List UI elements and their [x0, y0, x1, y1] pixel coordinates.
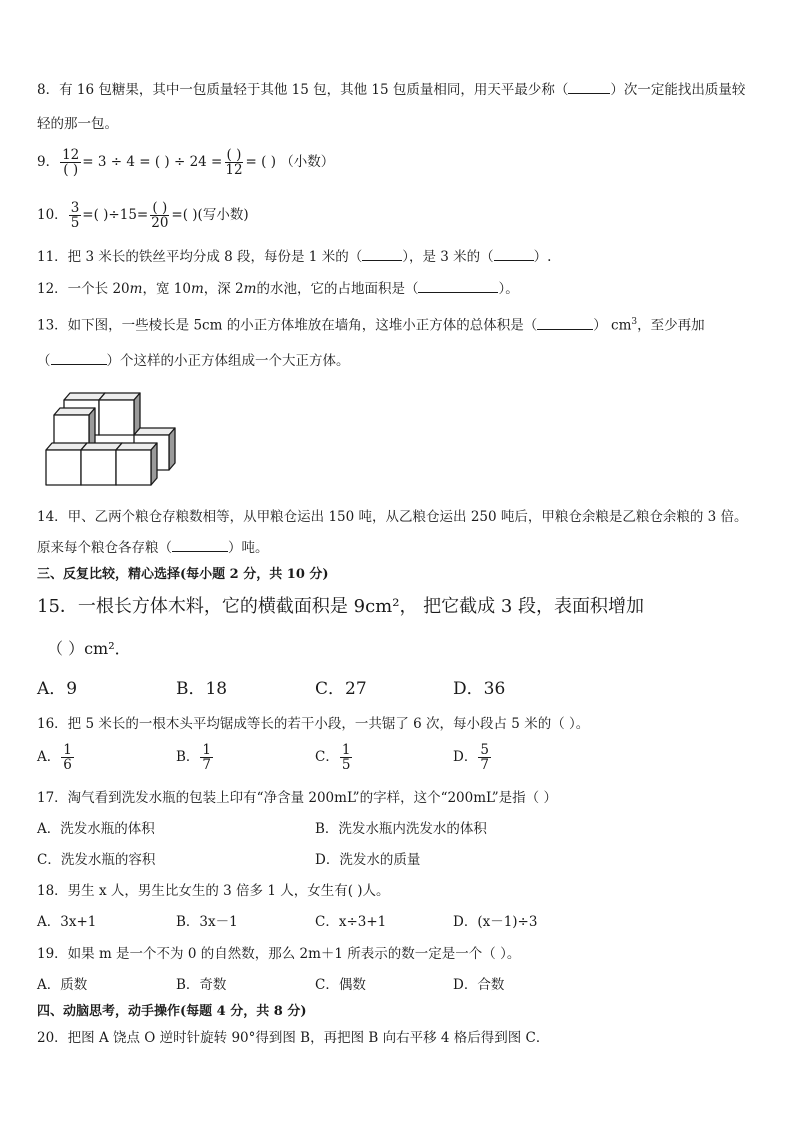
- fraction-denominator: 7: [202, 757, 212, 774]
- question-18: 18．男生 x 人，男生比女生的 3 倍多 1 人，女生有( )人。: [37, 883, 390, 899]
- q11-text-mid: ），是 3 米的（: [402, 249, 494, 265]
- q18-option-d[interactable]: D．(x－1)÷3: [453, 914, 538, 930]
- cube: [116, 443, 157, 485]
- q13-text: （: [37, 353, 51, 369]
- answer-blank[interactable]: [494, 260, 534, 261]
- fraction: [340, 743, 353, 772]
- q18-option-b[interactable]: B．3x－1: [176, 914, 238, 930]
- q15-option-c[interactable]: C．27: [315, 679, 367, 699]
- q8-text-end: ）次一定能找出质量较: [610, 82, 746, 98]
- question-14-line-2: [37, 542, 269, 556]
- fraction-numerator: ( ): [152, 200, 168, 216]
- answer-blank[interactable]: [418, 292, 498, 293]
- q13-superscript: 3: [631, 317, 638, 327]
- question-15-line-2: （ ）cm²．: [47, 639, 131, 658]
- q9-expression-end: = ( ) （小数）: [245, 153, 335, 170]
- unit-m: m: [190, 281, 204, 297]
- answer-blank[interactable]: [362, 260, 402, 261]
- section-3-heading: 三、反复比较，精心选择(每小题 2 分，共 10 分): [37, 567, 329, 582]
- q17-option-a[interactable]: A．洗发水瓶的体积: [37, 821, 155, 837]
- fraction: [60, 148, 81, 177]
- option-label: B．: [176, 748, 200, 765]
- fraction: [61, 743, 74, 772]
- q13-text-unit: ） cm: [593, 317, 632, 334]
- option-label: A．: [37, 748, 61, 765]
- q13-text-end: ）个这样的小正方体组成一个大正方体。: [106, 353, 350, 369]
- q18-option-a[interactable]: A．3x+1: [37, 914, 97, 930]
- question-20: 20．把图 A 饶点 O 逆时针旋转 90°得到图 B，再把图 B 向右平移 4 格后得到图 C．: [37, 1030, 550, 1046]
- answer-blank[interactable]: [568, 93, 610, 94]
- fraction: [223, 148, 244, 177]
- fraction: [69, 201, 82, 230]
- q10-expression: =( )÷15=: [82, 206, 149, 223]
- q15-option-b[interactable]: B．18: [176, 679, 228, 699]
- fraction-denominator: 7: [480, 757, 489, 774]
- q10-number: 10．: [37, 206, 68, 223]
- q12-text-end: ）。: [498, 281, 519, 297]
- fraction-numerator: 12: [62, 147, 80, 163]
- fraction-numerator: 3: [70, 200, 80, 216]
- question-11: [37, 251, 551, 265]
- q16-option-a[interactable]: [37, 743, 75, 772]
- question-10: [37, 201, 249, 230]
- q19-option-c[interactable]: C．偶数: [315, 977, 366, 993]
- q8-text: 8．有 16 包糖果，其中一包质量轻于其他 15 包，其他 15 包质量相同，用天平最少称（: [37, 82, 569, 98]
- question-12: [37, 283, 519, 297]
- unit-m: m: [243, 281, 257, 297]
- fraction-numerator: 1: [63, 742, 72, 758]
- fraction-denominator: ( ): [63, 162, 79, 179]
- fraction-denominator: 20: [151, 215, 169, 232]
- question-19: 19．如果 m 是一个不为 0 的自然数，那么 2m＋1 所表示的数一定是一个（ ）。: [37, 946, 521, 962]
- question-17: 17．淘气看到洗发水瓶的包装上印有“净含量 200mL”的字样，这个“200mL”是指（ ）: [37, 790, 557, 806]
- q16-option-b[interactable]: [176, 743, 214, 772]
- q14-text: 原来每个粮仓各存粮（: [37, 540, 172, 556]
- option-label: C．: [315, 748, 339, 765]
- fraction-numerator: 5: [480, 742, 489, 758]
- question-13-line-1: [37, 318, 705, 333]
- q17-option-c[interactable]: C．洗发水瓶的容积: [37, 852, 156, 868]
- q12-text: 12．一个长 20: [37, 281, 130, 297]
- answer-blank[interactable]: [51, 364, 107, 365]
- fraction-denominator: 5: [70, 215, 80, 232]
- question-8-line-2: 轻的那一包。: [37, 116, 118, 132]
- fraction: [200, 743, 213, 772]
- fraction-denominator: 12: [225, 162, 243, 179]
- question-14-line-1: 14．甲、乙两个粮仓存粮数相等，从甲粮仓运出 150 吨，从乙粮仓运出 250 吨后，甲粮仓余粮是乙粮仓余粮的 3 倍。: [37, 509, 748, 525]
- q18-option-c[interactable]: C．x÷3+1: [315, 914, 387, 930]
- q17-option-d[interactable]: D．洗发水的质量: [315, 852, 421, 868]
- fraction-numerator: 1: [341, 742, 351, 758]
- q12-text: ，宽 10: [142, 281, 191, 297]
- q11-text-end: ）.: [533, 249, 552, 265]
- question-16: 16．把 5 米长的一根木头平均锯成等长的若干小段，一共锯了 6 次，每小段占 5 米的（ ）。: [37, 716, 590, 732]
- q15-option-a[interactable]: A．9: [37, 679, 78, 699]
- q10-expression-end: =( )(写小数): [171, 206, 249, 223]
- cube-stack-figure: [40, 386, 190, 496]
- q19-option-b[interactable]: B．奇数: [176, 977, 227, 993]
- option-label: D．: [453, 748, 478, 765]
- unit-m: m: [129, 281, 143, 297]
- question-8-line-1: [37, 84, 745, 98]
- q9-expression: = 3 ÷ 4 = ( ) ÷ 24 =: [82, 153, 223, 170]
- q16-option-c[interactable]: [315, 743, 353, 772]
- q19-option-a[interactable]: A．质数: [37, 977, 88, 993]
- q14-text-end: ）吨。: [228, 540, 269, 556]
- q12-text: ，深 2: [203, 281, 244, 297]
- q13-text: 13．如下图，一些棱长是 5cm 的小正方体堆放在墙角，这堆小正方体的总体积是（: [37, 317, 538, 334]
- q19-option-d[interactable]: D．合数: [453, 977, 505, 993]
- fraction: [478, 743, 491, 772]
- answer-blank[interactable]: [172, 551, 228, 552]
- q17-option-b[interactable]: B．洗发水瓶内洗发水的体积: [315, 821, 487, 837]
- q11-text: 11．把 3 米长的铁丝平均分成 8 段，每份是 1 米的（: [37, 249, 363, 265]
- q15-option-d[interactable]: D．36: [453, 679, 506, 699]
- section-4-heading: 四、动脑思考，动手操作(每题 4 分，共 8 分): [37, 1004, 307, 1019]
- q12-text: 的水池，它的占地面积是（: [256, 281, 419, 297]
- fraction-denominator: 6: [63, 757, 72, 774]
- answer-blank[interactable]: [537, 329, 593, 330]
- fraction-numerator: ( ): [226, 147, 242, 163]
- question-9: [37, 148, 334, 177]
- cube: [99, 393, 140, 435]
- q13-text-end: ，至少再加: [637, 317, 705, 334]
- fraction-numerator: 1: [202, 742, 212, 758]
- q9-number: 9．: [37, 153, 60, 170]
- q16-option-d[interactable]: [453, 743, 492, 772]
- fraction: [149, 201, 170, 230]
- question-13-line-2: [37, 355, 350, 369]
- question-15-line-1: 15．一根长方体木料，它的横截面积是 9cm²， 把它截成 3 段，表面积增加: [37, 596, 645, 617]
- fraction-denominator: 5: [341, 757, 351, 774]
